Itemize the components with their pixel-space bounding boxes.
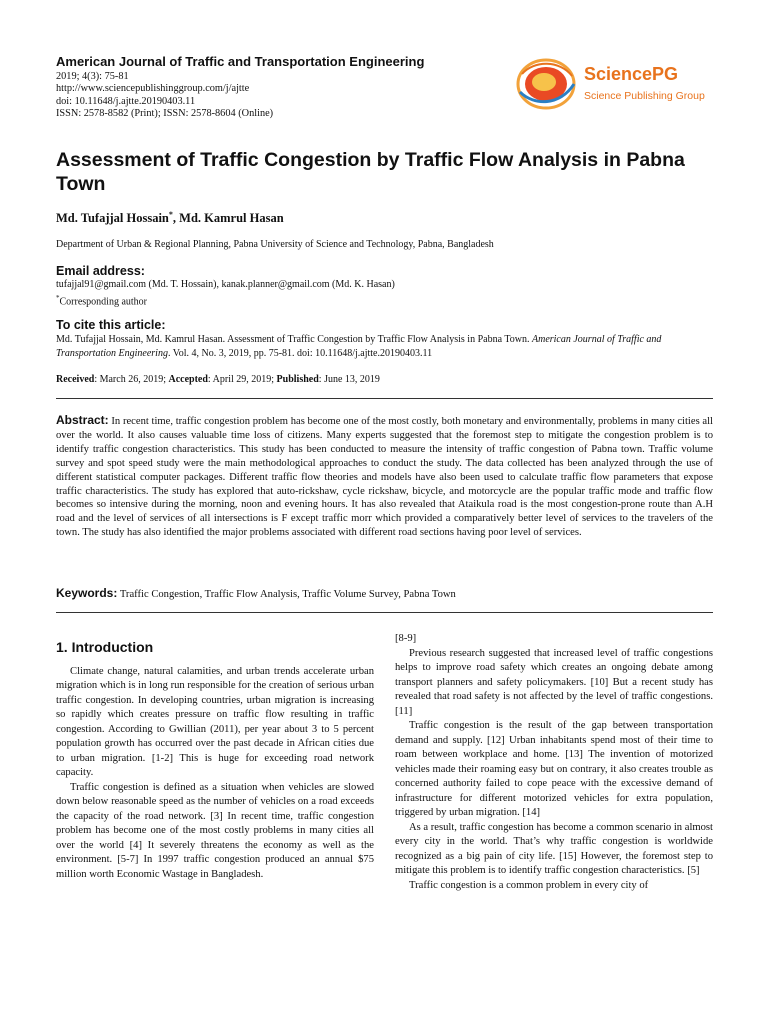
journal-header — [56, 54, 516, 121]
email-label: Email address: — [56, 264, 145, 278]
accepted-date: : April 29, 2019; — [207, 374, 277, 385]
received-date: : March 26, 2019; — [94, 374, 169, 385]
journal-name: American Journal of Traffic and Transportation Engineering — [56, 54, 425, 69]
logo-subtitle: Science Publishing Group — [584, 90, 705, 102]
keywords-label: Keywords: — [56, 586, 118, 600]
published-label: Published — [276, 374, 319, 385]
email-addresses: tufajjal91@gmail.com (Md. T. Hossain), kanak.planner@gmail.com (Md. K. Hasan) — [56, 279, 395, 290]
email-block — [56, 278, 716, 309]
volume-info: 2019; 4(3): 75-81 — [56, 71, 129, 82]
body-column-left — [56, 632, 374, 882]
paragraph: Previous research suggested that increased level of traffic congestions helps to improve road safety which creates an ongoing debate among transport planners and safety policymakers. [10] But a recent study has revealed that road safety is not affected by the level of traffic congestions. [11] — [395, 647, 713, 717]
paragraph: Climate change, natural calamities, and urban trends accelerate urban migration which is in long run responsible for the creation of serious urban traffic congestion. In developing countries, urban migration is increasing so rapidly which creates pressure on traffic flow resulting in traffic congestion. According to Gwillian (2011), per year about 3 to 5 percent population growth has occurred over the past decade in African cities due to urban migration. [1-2] This is huge for exceeding road network capacity. — [56, 665, 374, 778]
abstract-label: Abstract: — [56, 413, 109, 427]
author-first: Md. Tufajjal Hossain — [56, 211, 169, 226]
author-list — [56, 210, 284, 226]
author-separator: , — [172, 211, 180, 226]
received-label: Received — [56, 374, 95, 385]
citation-details: . Vol. 4, No. 3, 2019, pp. 75-81. doi: 10.11648/j.ajtte.20190403.11 — [167, 347, 433, 359]
citation — [56, 333, 716, 360]
corresponding-author-note — [56, 292, 716, 309]
corresponding-note-mark: * — [56, 293, 60, 302]
affiliation: Department of Urban & Regional Planning, Pabna University of Science and Technology, Pabna, Bangladesh — [56, 239, 494, 250]
abstract-top-rule — [56, 398, 713, 399]
paragraph: Traffic congestion is the result of the gap between transportation demand and supply. [12] Urban inhabitants spend most of their time to roam between workplace and home. [13] The invention of motorized vehicles made their roaming easy but on contrary, it also creates trouble as concerned authority failed to cope peace with the excessive demand of infrastructure for different motorized vehicles for extra population, triggered by urban migration. [14] — [395, 720, 713, 818]
keywords — [56, 586, 713, 600]
logo-emblem-icon — [514, 54, 578, 114]
paragraph: As a result, traffic congestion has become a common scenario in almost every city in the world. That’s why traffic congestion is worldwide recognized as a big pain of city life. [15] However, the foremost step to mitigate this problem is to identify traffic congestion characteristics. [5] — [395, 821, 713, 876]
article-dates — [56, 373, 716, 387]
logo-name: SciencePG — [584, 64, 679, 84]
paper-title: Assessment of Traffic Congestion by Traffic Flow Analysis in Pabna Town — [56, 149, 685, 195]
abstract — [56, 414, 713, 540]
journal-url: http://www.sciencepublishinggroup.com/j/ajtte — [56, 83, 250, 95]
body-column-right — [395, 632, 713, 893]
author-second: Md. Kamrul Hasan — [179, 211, 284, 226]
corresponding-label: Corresponding author — [59, 295, 147, 307]
issn: ISSN: 2578-8582 (Print); ISSN: 2578-8604 (Online) — [56, 108, 274, 120]
citation-journal: American Journal of Traffic and Transportation Engineering — [56, 334, 662, 359]
paragraph: Traffic congestion is a common problem in every city of — [409, 879, 649, 891]
cite-label: To cite this article: — [56, 318, 166, 332]
paragraph-continuation: [8-9] — [395, 633, 417, 644]
paragraph: Traffic congestion is defined as a situation when vehicles are slowed down below reasonable speed as the number of vehicles on a road exceeds the capacity of the road network. [3] In recent time, traffic congestion problem has become one of the most costly problems in many cities all over the world [4] It severely threatens the economy as well as the environment. [5-7] In 1997 traffic congestion produced an annual $75 million worth Economic Wastage in Bangladesh. — [56, 781, 374, 880]
citation-text: Md. Tufajjal Hossain, Md. Kamrul Hasan. Assessment of Traffic Congestion by Traffic Flow Analysis in Pabna Town. — [56, 334, 530, 345]
doi: doi: 10.11648/j.ajtte.20190403.11 — [56, 95, 196, 107]
corresponding-mark: * — [168, 210, 173, 219]
abstract-bottom-rule — [56, 612, 713, 613]
published-date: : June 13, 2019 — [318, 374, 380, 385]
sciencepg-logo — [514, 52, 714, 116]
accepted-label: Accepted — [168, 374, 208, 385]
section-heading-introduction: 1. Introduction — [56, 639, 154, 655]
abstract-text: In recent time, traffic congestion problem has become one of the most costly, both monetary and environmentally, problems in many cities all over the world. It also causes valuable time loss of citizens. Many experts suggested that the foremost step to mitigate the congestion problem is to identify traffic congestion characteristics. This study has been conducted to measure the intensity of traffic congestion of Pabna town. Traffic volume survey and spot speed study were the main methodological approaches to conduct the study. The data collected has been analyzed through the use of different statistical computer packages. Different traffic flow theories and models have also been used to calculate traffic flow parameters that expose traffic characteristics. The study has explored that auto-rickshaw, cycle rickshaw, bicycle, and motorcycle are the popular traffic mode and traffic flow becomes so intensive during the morning, noon and evening hours. It has also revealed that Ataikula road is the most congestion-prone route than A.H road and the level of services of all intersections is F except traffic morr which provided a comparatively better level of services to the travelers of the town. The study has also identified the major problems associated with different road sections having poor level of services. — [56, 416, 713, 539]
keywords-text: Traffic Congestion, Traffic Flow Analysis, Traffic Volume Survey, Pabna Town — [119, 589, 456, 600]
